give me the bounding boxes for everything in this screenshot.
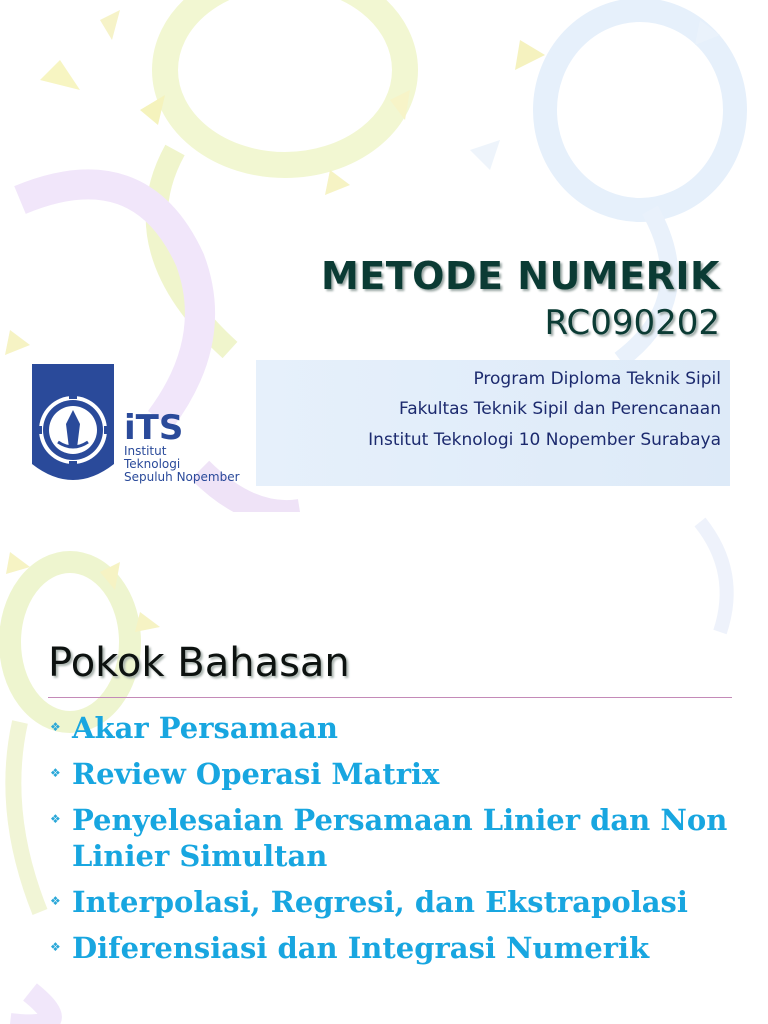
- diamond-bullet-icon: ❖: [50, 812, 61, 826]
- faculty-name: Fakultas Teknik Sipil dan Perencanaan: [399, 399, 721, 419]
- course-code: RC090202: [544, 303, 720, 343]
- institution-info-box: [256, 360, 730, 486]
- topic-text: Interpolasi, Regresi, dan Ekstrapolasi: [72, 885, 688, 919]
- list-item: [48, 710, 748, 746]
- topic-text: Penyelesaian Persamaan Linier dan Non Linier Simultan: [72, 803, 728, 873]
- its-logo-line2: Teknologi: [124, 457, 181, 471]
- its-logo: [28, 360, 254, 488]
- topic-text: Akar Persamaan: [72, 711, 338, 745]
- its-logo-line1: Institut: [124, 444, 167, 458]
- section-heading: Pokok Bahasan: [48, 640, 350, 686]
- diamond-bullet-icon: ❖: [50, 894, 61, 908]
- diamond-bullet-icon: ❖: [50, 940, 61, 954]
- diamond-bullet-icon: ❖: [50, 720, 61, 734]
- its-logo-line3: Sepuluh Nopember: [124, 470, 240, 484]
- topics-slide: [0, 512, 768, 1024]
- topic-list: [48, 710, 748, 976]
- list-item: [48, 756, 748, 792]
- list-item: [48, 802, 748, 874]
- topic-text: Diferensiasi dan Integrasi Numerik: [72, 931, 650, 965]
- topic-text: Review Operasi Matrix: [72, 757, 440, 791]
- course-title: METODE NUMERIK: [320, 254, 720, 298]
- heading-divider: [48, 697, 732, 698]
- list-item: [48, 930, 748, 966]
- program-name: Program Diploma Teknik Sipil: [473, 369, 721, 389]
- diamond-bullet-icon: ❖: [50, 766, 61, 780]
- its-logo-abbr: iTS: [124, 408, 184, 448]
- institute-name: Institut Teknologi 10 Nopember Surabaya: [368, 430, 721, 450]
- list-item: [48, 884, 748, 920]
